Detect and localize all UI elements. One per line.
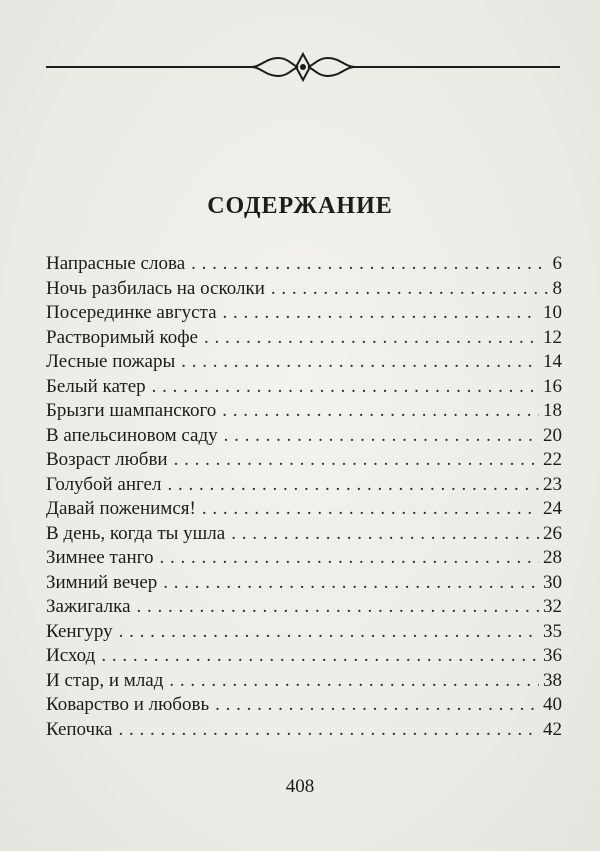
page-title: СОДЕРЖАНИЕ <box>207 193 393 219</box>
dot-leader <box>174 448 539 473</box>
toc-entry-page: 6 <box>552 253 562 274</box>
toc-entry-page: 30 <box>543 571 562 593</box>
dot-leader <box>204 326 539 351</box>
dot-leader <box>152 375 539 400</box>
toc-entry <box>46 350 562 375</box>
dot-leader <box>119 718 540 743</box>
ornament-divider-icon <box>46 46 560 86</box>
dot-leader <box>169 669 539 694</box>
toc-entry-title: Напрасные слова <box>46 253 186 274</box>
toc-entry-title: Голубой ангел <box>46 473 162 495</box>
toc-entry <box>46 497 562 522</box>
toc-entry <box>46 644 562 669</box>
toc-entry-page: 23 <box>543 473 562 495</box>
page-number: 408 <box>285 776 315 797</box>
toc-entry-page: 16 <box>543 375 562 397</box>
toc-entry-page: 32 <box>543 596 562 617</box>
toc-entry-title: Растворимый кофе <box>46 326 198 348</box>
toc-entry-title: Посерединке августа <box>46 302 217 323</box>
toc-entry-title: И стар, и млад <box>46 669 164 691</box>
toc-entry <box>46 375 562 400</box>
toc-entry-title: Белый катер <box>46 375 146 397</box>
toc-entry <box>46 399 562 424</box>
toc-entry-page: 12 <box>543 326 562 348</box>
toc-entry <box>46 326 562 351</box>
dot-leader <box>224 424 539 449</box>
toc-entry-page: 28 <box>543 547 562 568</box>
toc-entry-page: 38 <box>543 669 562 691</box>
toc-entry <box>46 718 562 743</box>
dot-leader <box>137 595 540 620</box>
dot-leader <box>159 546 539 571</box>
toc-entry-title: Зимнее танго <box>46 547 154 568</box>
dot-leader <box>202 497 539 522</box>
toc-entry-page: 26 <box>543 522 562 544</box>
toc-entry-title: Коварство и любовь <box>46 694 210 715</box>
toc-entry <box>46 473 562 498</box>
toc-entry <box>46 252 562 277</box>
toc-entry <box>46 595 562 620</box>
toc-entry <box>46 571 562 596</box>
toc-entry <box>46 448 562 473</box>
dot-leader <box>167 473 539 498</box>
toc-entry-page: 14 <box>543 351 562 372</box>
toc-entry-title: В день, когда ты ушла <box>46 522 226 544</box>
toc-entry <box>46 546 562 571</box>
toc-entry-page: 18 <box>543 400 562 421</box>
dot-leader <box>215 693 539 718</box>
toc-entry-title: Ночь разбилась на осколки <box>46 277 265 299</box>
toc-entry-title: Брызги шампанского <box>46 400 217 421</box>
toc-entry-title: Давай поженимся! <box>46 498 196 519</box>
toc-entry-title: Кенгуру <box>46 620 113 642</box>
toc-entry-page: 35 <box>543 620 562 642</box>
dot-leader <box>163 571 539 596</box>
toc-entry <box>46 424 562 449</box>
dot-leader <box>101 644 539 669</box>
toc-entry <box>46 301 562 326</box>
dot-leader <box>223 301 539 326</box>
toc-entry-title: Зимний вечер <box>46 571 158 593</box>
toc-entry-page: 36 <box>543 645 562 666</box>
toc-entry-page: 10 <box>543 302 562 323</box>
table-of-contents <box>46 252 562 742</box>
toc-entry-page: 24 <box>543 498 562 519</box>
dot-leader <box>271 277 549 302</box>
dot-leader <box>222 399 539 424</box>
toc-entry-page: 40 <box>543 694 562 715</box>
toc-entry-title: Зажигалка <box>46 596 131 617</box>
dot-leader <box>191 252 548 277</box>
dot-leader <box>119 620 539 645</box>
toc-entry-title: Кепочка <box>46 718 113 740</box>
toc-entry <box>46 693 562 718</box>
toc-entry-title: Возраст любви <box>46 449 168 470</box>
dot-leader <box>231 522 539 547</box>
toc-entry-page: 20 <box>543 424 562 446</box>
toc-entry-title: Исход <box>46 645 96 666</box>
toc-entry <box>46 522 562 547</box>
toc-entry <box>46 620 562 645</box>
toc-entry-page: 22 <box>543 449 562 470</box>
toc-entry-page: 42 <box>543 718 562 740</box>
toc-entry-title: Лесные пожары <box>46 351 176 372</box>
toc-entry <box>46 669 562 694</box>
dot-leader <box>181 350 539 375</box>
toc-entry-page: 8 <box>552 277 562 299</box>
toc-entry-title: В апельсиновом саду <box>46 424 218 446</box>
toc-entry <box>46 277 562 302</box>
